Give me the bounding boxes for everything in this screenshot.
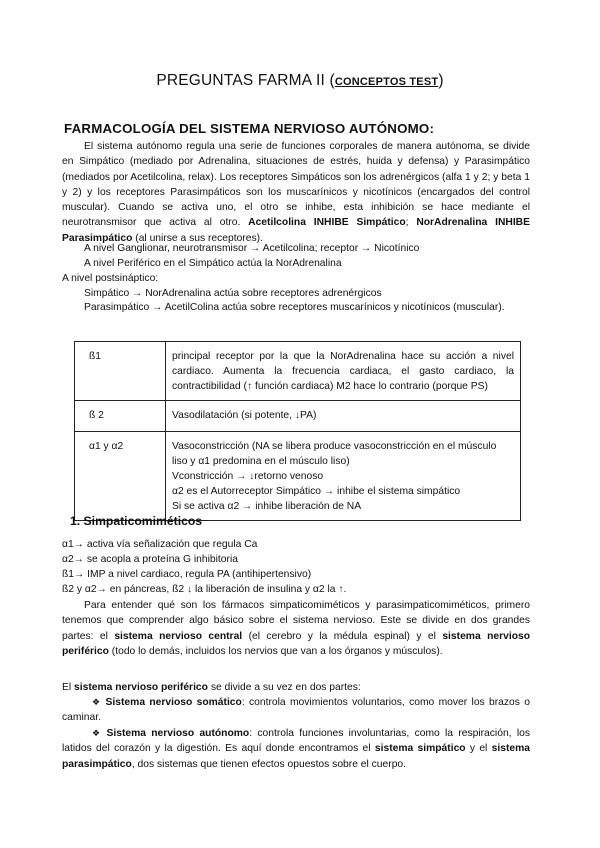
simpaticomimetico-line: ß1→ IMP a nivel cardiaco, regula PA (antihipertensivo)	[62, 569, 312, 580]
bullet-text: : controla funciones involuntarias, como la respiración, los latidos del corazón y la digestión. Es aquí donde encontramos el	[62, 728, 530, 755]
intro-sep: ;	[405, 217, 417, 229]
alpha-desc-line: Si se activa α2 → inhibe liberación de NA	[172, 501, 362, 512]
postsinaptico-line: A nivel postsináptico:	[62, 273, 159, 284]
parasimpatico-line: Parasimpático → AcetilColina actúa sobre receptores muscarínicos y nicotínicos (muscular).	[84, 302, 505, 313]
diamond-bullet-icon: ❖	[92, 728, 103, 738]
alpha-desc-line: Vasoconstricción (NA se libera produce vasoconstricción en el músculo liso y α1 predomina en el músculo liso)	[172, 441, 497, 467]
subsection-heading: 1. Simpaticomiméticos	[70, 514, 203, 528]
simpaticomimetico-line: α1→ activa vía señalización que regula Ca	[62, 539, 258, 550]
table-cell-receptor: ß1	[75, 342, 166, 401]
table-row	[75, 432, 521, 521]
table-cell-description: Vasodilatación (si potente, ↓PA)	[166, 401, 521, 432]
para3-text-c: se divide a su vez en dos partes:	[207, 682, 361, 693]
simpaticomimetico-line: ß2 y α2→ en páncreas, ß2 ↓ la liberación de insulina y α2 la ↑.	[62, 584, 347, 595]
bullet-bold-parasimpatico: sistema parasimpático	[62, 743, 531, 770]
intro-bold-2: NorAdrenalina INHIBE Parasimpático	[62, 217, 530, 244]
intro-paragraph	[62, 139, 530, 246]
peripheral-intro-line	[62, 680, 361, 695]
bullet-mid: y el	[465, 743, 492, 755]
alpha-desc-line: α2 es el Autorreceptor Simpático → inhibe el sistema simpático	[172, 486, 461, 497]
ganglionar-line: A nivel Ganglionar, neurotransmisor → Acetilcolina; receptor → Nicotínico	[84, 243, 420, 254]
title-subtitle: CONCEPTOS TEST	[334, 76, 439, 88]
title-close: )	[438, 72, 444, 89]
diamond-bullet-icon: ❖	[92, 697, 102, 707]
intro-text: El sistema autónomo regula una serie de funciones corporales de manera autónoma, se divide en Simpático (mediado por Adrenalina, situaciones de estrés, huida y defensa) y Parasimpático (mediados por Acetilcolina, relax). Los receptores Simpáticos son los adrenérgicos (alfa 1 y 2; y beta 1 y 2) y los receptores Parasimpáticos son los muscarínicos y nicotínicos (encargados del control muscular). Cuando se activa uno, el otro se inhibe, esta inhibición se hace mediante el neurotransmisor que activa al otro.	[62, 141, 530, 229]
para2-text-c: (el cerebro y la médula espinal) y el	[242, 630, 443, 642]
alpha-desc-line: Vconstricción → ↓retorno venoso	[172, 471, 324, 482]
para2-text-d: (todo lo demás, incluidos los nervios que van a los órganos y músculos).	[108, 645, 443, 657]
section-heading: FARMACOLOGÍA DEL SISTEMA NERVIOSO AUTÓNOMO:	[64, 121, 435, 136]
table-cell-description: principal receptor por la que la NorAdrenalina hace su acción a nivel cardiaco. Aumenta la frecuencia cardiaca, el gasto cardiaco, la contractibilidad (↑ función cardiaca) M2 hace lo contrario (porque PS)	[166, 342, 521, 401]
table-row	[75, 401, 521, 432]
page-title	[0, 72, 600, 90]
para3-bold: sistema nervioso periférico	[74, 682, 208, 693]
para2-bold-snp: sistema nervioso periférico	[62, 630, 531, 657]
para2-text-a: Para entender qué son los fármacos simpaticomiméticos y parasimpaticomiméticos, primero tenemos que comprender algo básico sobre el sistema nervioso. Este se divide en dos grandes partes: el	[62, 600, 530, 642]
title-main: PREGUNTAS FARMA II (	[156, 72, 335, 89]
table-cell-receptor: α1 y α2	[75, 432, 166, 521]
bullet-text: : controla movimientos voluntarios, como mover los brazos o caminar.	[62, 697, 530, 724]
table-cell-receptor: ß 2	[75, 401, 166, 432]
table-row	[75, 342, 521, 401]
bullet-bold: Sistema nervioso autónomo	[106, 728, 250, 739]
intro-bold-1: Acetilcolina INHIBE Simpático	[248, 217, 406, 229]
para3-text-a: El	[62, 682, 75, 693]
bullet-tail: , dos sistemas que tienen efectos opuestos sobre el cuerpo.	[131, 758, 407, 770]
bullet-somatico	[62, 695, 530, 726]
bullet-autonomo	[62, 726, 530, 772]
bullet-bold: Sistema nervioso somático	[105, 697, 242, 708]
bullet-bold-simpatico: sistema simpático	[374, 743, 466, 755]
nervous-system-paragraph	[62, 598, 530, 659]
simpaticomimetico-line: α2→ se acopla a proteína G inhibitoria	[62, 554, 238, 565]
para2-bold-snc: sistema nervioso central	[114, 630, 243, 642]
periferico-line: A nivel Periférico en el Simpático actúa la NorAdrenalina	[84, 258, 342, 269]
intro-tail: (al unirse a sus receptores).	[132, 232, 263, 244]
table-cell-description	[166, 432, 521, 521]
receptor-table	[74, 341, 521, 521]
simpatico-line: Simpático → NorAdrenalina actúa sobre receptores adrenérgicos	[84, 288, 382, 299]
